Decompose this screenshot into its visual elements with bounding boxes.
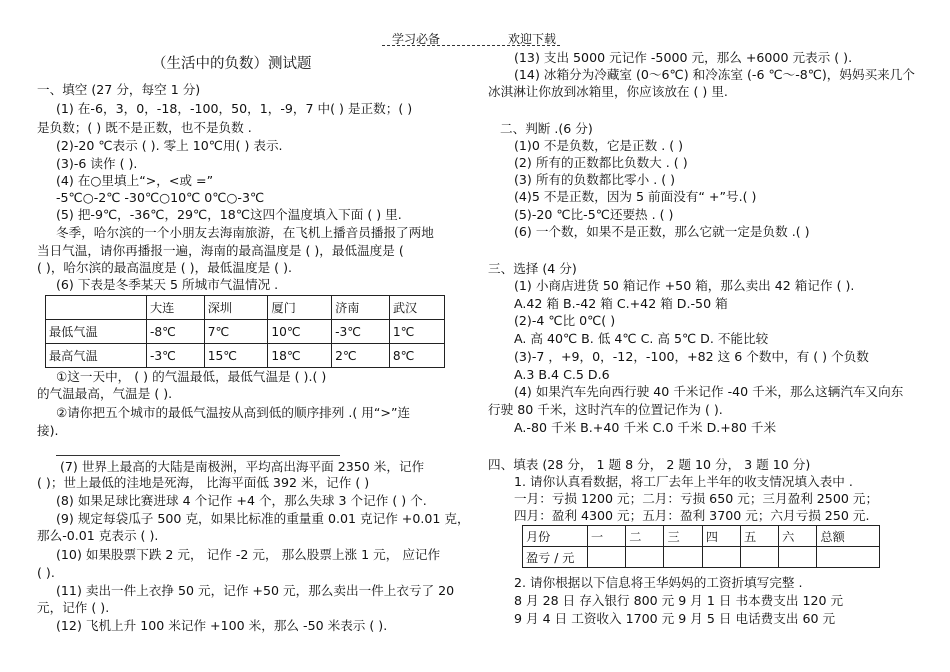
section-4-heading: 四、填表 (28 分， 1 题 8 分， 2 题 10 分， 3 题 10 分) [488, 457, 811, 472]
question-text: 8 月 28 日 存入银行 800 元 9 月 1 日 书本费支出 120 元 [514, 593, 844, 608]
table-cell: 一 [588, 526, 626, 547]
table-cell: 济南 [332, 296, 390, 320]
question-text: (12) 飞机上升 100 米记作 +100 米，那么 -50 米表示 ( ). [56, 618, 388, 633]
table-cell: 最低气温 [46, 320, 147, 344]
question-text: 当日气温，请你再播报一遍，海南的最高温度是 ( )，最低温度是 ( [37, 243, 404, 258]
question-text: (6) 一个数，如果不是正数，那么它就一定是负数 .( ) [514, 224, 810, 239]
table-cell[interactable] [740, 547, 778, 568]
question-text: 1. 请你认真看数据，将工厂去年上半年的收支情况填入表中 . [514, 474, 853, 489]
question-text: (5) 把-9℃，-36℃，29℃，18℃这四个温度填入下面 ( ) 里. [56, 207, 402, 222]
question-text: 元，记作 ( ). [37, 600, 110, 615]
table-cell: -3℃ [332, 320, 390, 344]
table-cell: 大连 [147, 296, 205, 320]
question-text: (5)-20 ℃比-5℃还要热 . ( ) [514, 207, 674, 222]
table-cell: 月份 [523, 526, 588, 547]
table-cell: 2℃ [332, 344, 390, 368]
question-text: -5℃○-2℃ -30℃○10℃ 0℃○-3℃ [56, 190, 265, 205]
question-text: 的气温最高，气温是 ( ). [37, 386, 173, 401]
table-cell: 10℃ [268, 320, 332, 344]
table-cell: 四 [702, 526, 740, 547]
table-row [46, 344, 445, 368]
table-cell: 五 [740, 526, 778, 547]
page-header [0, 30, 950, 46]
table-row [46, 320, 445, 344]
question-text: (3)-6 读作 ( ). [56, 156, 138, 171]
header-right: 欢迎下载 [508, 32, 557, 46]
question-text: A. 高 40℃ B. 低 4℃ C. 高 5℃ D. 不能比较 [514, 331, 769, 346]
table-cell: 深圳 [204, 296, 268, 320]
question-text: (11) 卖出一件上衣挣 50 元，记作 +50 元，那么卖出一件上衣亏了 20 [56, 583, 455, 598]
question-text: ( )，哈尔滨的最高温度是 ( )，最低温度是 ( ). [37, 260, 292, 275]
question-text: (4) 如果汽车先向西行驶 40 千米记作 -40 千米，那么这辆汽车又向东 [514, 384, 904, 399]
question-text: (3) 所有的负数都比零小 . ( ) [514, 172, 676, 187]
answer-line [56, 455, 340, 456]
table-cell[interactable] [664, 547, 702, 568]
question-text: A.3 B.4 C.5 D.6 [514, 367, 610, 382]
question-text: (4) 在○里填上“>，<或 =” [56, 173, 214, 188]
table-header-row [523, 526, 880, 547]
question-text: (3)-7 ，+9，0，-12，-100，+82 这 6 个数中，有 ( ) 个负数 [514, 349, 869, 364]
header-underline [382, 45, 560, 46]
table-cell: 最高气温 [46, 344, 147, 368]
table-cell: 总额 [817, 526, 880, 547]
table-cell[interactable] [626, 547, 664, 568]
question-text: ②请你把五个城市的最低气温按从高到低的顺序排列 .( 用“>”连 [56, 405, 411, 420]
table-cell [46, 296, 147, 320]
question-text: (2) 所有的正数都比负数大 . ( ) [514, 155, 688, 170]
table-cell: 15℃ [204, 344, 268, 368]
question-text: (13) 支出 5000 元记作 -5000 元，那么 +6000 元表示 ( ). [514, 50, 853, 65]
question-text: A.-80 千米 B.+40 千米 C.0 千米 D.+80 千米 [514, 420, 777, 435]
question-text: (4)5 不是正数，因为 5 前面没有“ +”号.( ) [514, 189, 757, 204]
table-cell: 三 [664, 526, 702, 547]
question-text: 冰淇淋让你放到冰箱里，你应该放在 ( ) 里. [488, 84, 728, 99]
question-text: ( )；世上最低的洼地是死海， 比海平面低 392 米，记作 ( ) [37, 475, 370, 490]
question-text: 那么-0.01 克表示 ( ). [37, 528, 159, 543]
section-1-heading: 一、填空 (27 分，每空 1 分) [37, 82, 201, 97]
question-text: 行驶 80 千米，这时汽车的位置记作为 ( ). [488, 402, 723, 417]
table-cell: 厦门 [268, 296, 332, 320]
question-text: 9 月 4 日 工资收入 1700 元 9 月 5 日 电话费支出 60 元 [514, 611, 836, 626]
question-text: (6) 下表是冬季某天 5 所城市气温情况 . [56, 277, 279, 292]
table-cell: 盈亏 / 元 [523, 547, 588, 568]
question-text: 冬季，哈尔滨的一个小朋友去海南旅游，在飞机上播音员播报了两地 [56, 225, 434, 240]
table-cell: -8℃ [147, 320, 205, 344]
question-text: 四月：盈利 4300 元；五月：盈利 3700 元；六月亏损 250 元. [514, 508, 870, 523]
table-cell: 二 [626, 526, 664, 547]
question-text: A.42 箱 B.-42 箱 C.+42 箱 D.-50 箱 [514, 296, 728, 311]
question-text: (14) 冰箱分为冷藏室 (0～6℃) 和冷冻室 (-6 ℃～-8℃)，妈妈买来几个 [514, 67, 915, 82]
question-text: 2. 请你根据以下信息将王华妈妈的工资折填写完整 . [514, 575, 803, 590]
question-text: (2)-20 ℃表示 ( ). 零上 10℃用( ) 表示. [56, 138, 283, 153]
table-cell: 六 [779, 526, 817, 547]
question-text: (9) 规定每袋瓜子 500 克，如果比标准的重量重 0.01 克记作 +0.01 克， [56, 511, 470, 526]
question-text: 接). [37, 423, 59, 438]
temperature-table [45, 295, 445, 368]
question-text: (10) 如果股票下跌 2 元， 记作 -2 元， 那么股票上涨 1 元， 应记作 [56, 547, 441, 562]
table-header-row [46, 296, 445, 320]
question-text: (1) 在-6，3，0，-18，-100，50，1，-9，7 中( ) 是正数；( ) [56, 101, 413, 116]
monthly-profit-table [522, 525, 880, 568]
table-cell[interactable] [588, 547, 626, 568]
page-title: （生活中的负数）测试题 [152, 56, 312, 72]
table-cell: 7℃ [204, 320, 268, 344]
question-text: (2)-4 ℃比 0℃( ) [514, 313, 616, 328]
table-cell: 武汉 [389, 296, 444, 320]
question-text: 是负数；( ) 既不是正数，也不是负数 . [37, 120, 252, 135]
table-cell[interactable] [702, 547, 740, 568]
question-text: (1) 小商店进货 50 箱记作 +50 箱，那么卖出 42 箱记作 ( ). [514, 278, 855, 293]
question-text: (7) 世界上最高的大陆是南极洲，平均高出海平面 2350 米，记作 [60, 459, 425, 474]
question-text: ( ). [37, 565, 55, 580]
question-text: (1)0 不是负数，它是正数 . ( ) [514, 138, 684, 153]
table-cell: 18℃ [268, 344, 332, 368]
table-cell: 8℃ [389, 344, 444, 368]
table-cell: 1℃ [389, 320, 444, 344]
table-cell: -3℃ [147, 344, 205, 368]
table-row [523, 547, 880, 568]
table-cell[interactable] [817, 547, 880, 568]
question-text: (8) 如果足球比赛进球 4 个记作 +4 个，那么失球 3 个记作 ( ) 个. [56, 493, 427, 508]
question-text: 一月：亏损 1200 元；二月：亏损 650 元；三月盈利 2500 元； [514, 491, 879, 506]
table-cell[interactable] [779, 547, 817, 568]
section-3-heading: 三、选择 (4 分) [488, 261, 577, 276]
section-2-heading: 二、判断 .(6 分) [500, 121, 593, 136]
question-text: ①这一天中， ( ) 的气温最低，最低气温是 ( ).( ) [56, 369, 327, 384]
header-left: 学习必备 [392, 32, 441, 46]
